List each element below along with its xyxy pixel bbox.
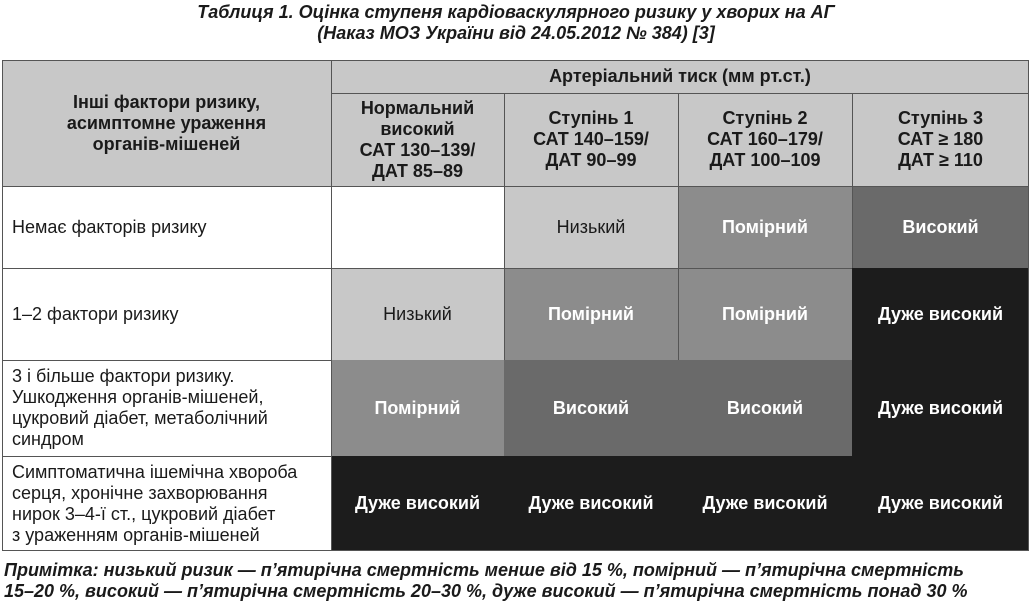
table-note-line-1: Примітка: низький ризик — п’ятирічна смертність менше від 15 %, помірний — п’ятирічна смертність (4, 560, 964, 580)
row-label-text: Ушкодження органів-мішеней, (12, 387, 264, 407)
row-label-text: нирок 3–4-ї ст., цукровий діабет (12, 503, 276, 524)
group-label: Артеріальний тиск (мм рт.ст.) (549, 66, 811, 86)
risk-level: Помірний (721, 303, 808, 324)
row-label-no-risk-factors (2, 186, 331, 268)
column-header-grade-1 (504, 93, 678, 186)
risk-cell (852, 360, 1029, 456)
row-label-text: синдром (12, 429, 84, 449)
row-label-text: 3 і більше фактори ризику. (12, 366, 235, 386)
row-header-line: Інші фактори ризику, (72, 91, 261, 112)
risk-cell (678, 268, 852, 360)
risk-cell (678, 186, 852, 268)
column-header-line: САТ 130–139/ (359, 139, 476, 160)
risk-level: Високий (902, 216, 979, 237)
row-header-line: асимптомне ураження (66, 112, 267, 133)
risk-level: Дуже високий (877, 493, 1004, 513)
column-header-line: ДАТ 90–99 (545, 150, 637, 170)
risk-level: Помірний (374, 397, 461, 418)
column-header-line: САТ 160–179/ (707, 129, 823, 149)
row-label-text: Симптоматична ішемічна хвороба (12, 461, 298, 482)
column-header-line: високий (380, 118, 455, 139)
risk-level: Високий (726, 397, 804, 418)
risk-cell (504, 268, 678, 360)
blood-pressure-group-header (331, 60, 1029, 93)
table-title-line-2: (Наказ МОЗ України від 24.05.2012 № 384) [3] (317, 23, 715, 43)
column-header-line: ДАТ 100–109 (709, 150, 821, 170)
row-label-1-2-risk-factors (2, 268, 331, 360)
table-note-line-2: 15–20 %, високий — п’ятирічна смертність 20–30 %, дуже високий — п’ятирічна смертність понад 30 % (4, 581, 968, 601)
column-header-line: САТ 140–159/ (533, 129, 649, 149)
table-note (4, 560, 1028, 602)
risk-cell (331, 360, 504, 456)
column-header-normal-high (331, 93, 504, 186)
risk-cell (504, 456, 678, 551)
column-header-line: Ступінь 2 (722, 108, 808, 128)
column-header-line: ДАТ 85–89 (372, 160, 463, 181)
row-label-text: серця, хронічне захворювання (12, 482, 268, 503)
risk-cell (504, 186, 678, 268)
risk-cell (852, 268, 1029, 360)
column-header-line: ДАТ ≥ 110 (898, 150, 983, 170)
column-header-grade-3 (852, 93, 1029, 186)
row-label-text: 1–2 фактори ризику (12, 303, 179, 324)
row-label-text: Немає факторів ризику (12, 216, 207, 237)
risk-level: Дуже високий (877, 303, 1004, 324)
table-title (0, 2, 1032, 44)
risk-table (2, 60, 1029, 551)
risk-level: Дуже високий (877, 397, 1004, 418)
risk-level: Низький (556, 216, 626, 237)
risk-cell (331, 456, 504, 551)
row-label-symptomatic-disease (2, 456, 331, 551)
column-header-grade-2 (678, 93, 852, 186)
column-header-line: Нормальний (360, 97, 475, 118)
risk-level: Високий (552, 397, 630, 418)
risk-cell (331, 268, 504, 360)
risk-cell (331, 186, 504, 268)
column-header-line: Ступінь 1 (548, 108, 634, 128)
risk-level: Дуже високий (702, 493, 828, 513)
row-label-text: цукровий діабет, метаболічний (12, 408, 268, 428)
risk-level: Дуже високий (528, 493, 654, 513)
row-label-text: з ураженням органів-мішеней (12, 524, 260, 545)
risk-level: Низький (383, 303, 452, 324)
risk-level: Помірний (721, 216, 808, 237)
risk-cell (678, 456, 852, 551)
risk-cell (852, 186, 1029, 268)
row-header-cell (2, 60, 331, 186)
column-header-line: Ступінь 3 (897, 108, 984, 128)
risk-level: Дуже високий (354, 493, 481, 513)
risk-cell (852, 456, 1029, 551)
risk-cell (504, 360, 678, 456)
table-title-line-1: Таблиця 1. Оцінка ступеня кардіоваскулярного ризику у хворих на АГ (197, 2, 835, 22)
risk-cell (678, 360, 852, 456)
row-label-3-plus-risk-factors (2, 360, 331, 456)
risk-level: Помірний (547, 303, 634, 324)
row-header-line: органів-мішеней (92, 133, 241, 154)
column-header-line: САТ ≥ 180 (897, 129, 984, 149)
